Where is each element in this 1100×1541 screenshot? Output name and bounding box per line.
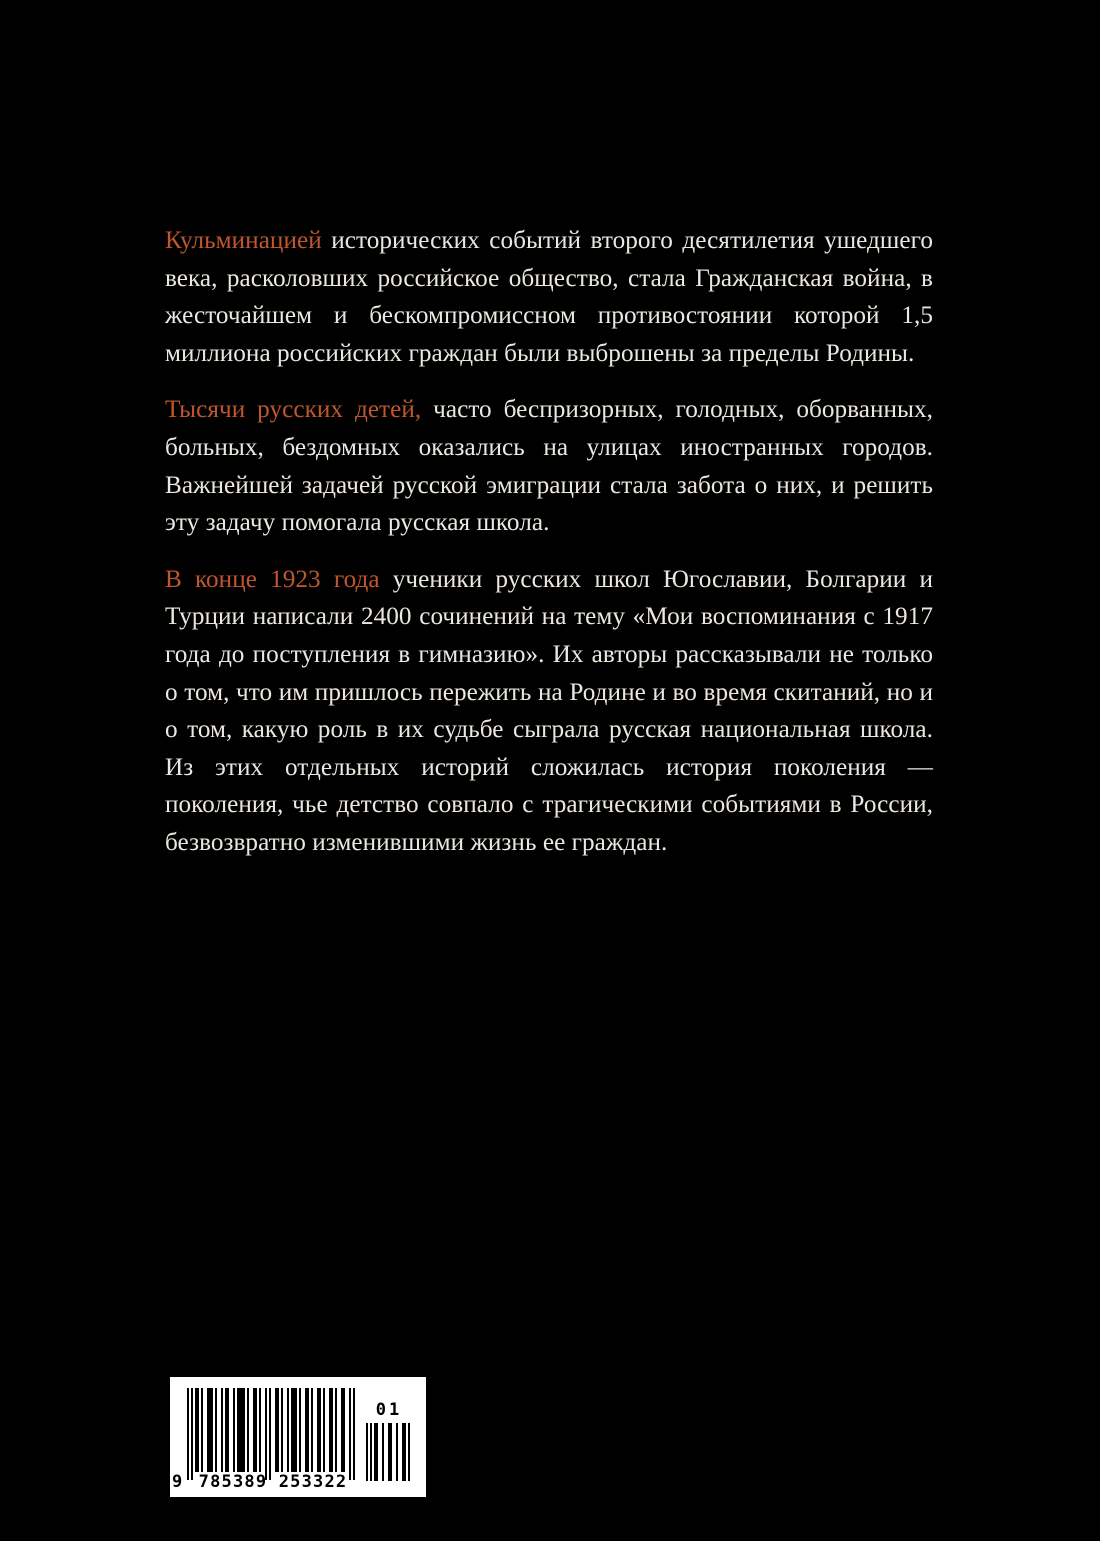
blurb-paragraph-2 [165, 391, 933, 541]
blurb-text-block [165, 222, 933, 862]
paragraph-1-body: исторических событий второго десятилетия ушедшего века, расколовших российское общество, стала Гражданская война, в жесточайшем и бескомпромиссном противостоянии которой 1,5 миллиона российских граждан были выброшены за пределы Родины. [165, 227, 933, 367]
paragraph-1-lead-in: Кульминацией [165, 227, 322, 254]
barcode-supplement-digits: 01 [375, 1400, 403, 1420]
paragraph-3-lead-in: В конце 1923 года [165, 565, 380, 593]
paragraph-2-body: часто беспризорных, голодных, оборванных, больных, бездомных оказались на улицах иностранных городов. Важнейшей задачей русской эмиграции стала забота о них, и решить эту задачу помогала русская школа. [165, 396, 933, 537]
barcode-supplement-bars-icon [366, 1423, 412, 1481]
barcode-human-readable-digits: 785389 253322 [198, 1472, 348, 1492]
paragraph-2-lead-in: Тысячи русских детей, [165, 396, 422, 424]
blurb-paragraph-1 [165, 222, 933, 372]
barcode-lead-digit: 9 [172, 1472, 183, 1492]
barcode-supplement [366, 1400, 412, 1481]
barcode [170, 1377, 426, 1497]
blurb-paragraph-3 [165, 561, 933, 862]
paragraph-3-body: ученики русских школ Югославии, Болгарии и Турции написали 2400 сочинений на тему «Мои воспоминания с 1917 года до поступления в гимназию». Их авторы рассказывали не только о том, что им пришлось пережить на Родине и во время скитаний, но и о том, какую роль в их судьбе сыграла русская национальная школа. Из этих отдельных историй сложилась история поколения — поколения, чье детство совпало с трагическими событиями в России, безвозвратно изменившими жизнь ее граждан. [165, 565, 933, 856]
